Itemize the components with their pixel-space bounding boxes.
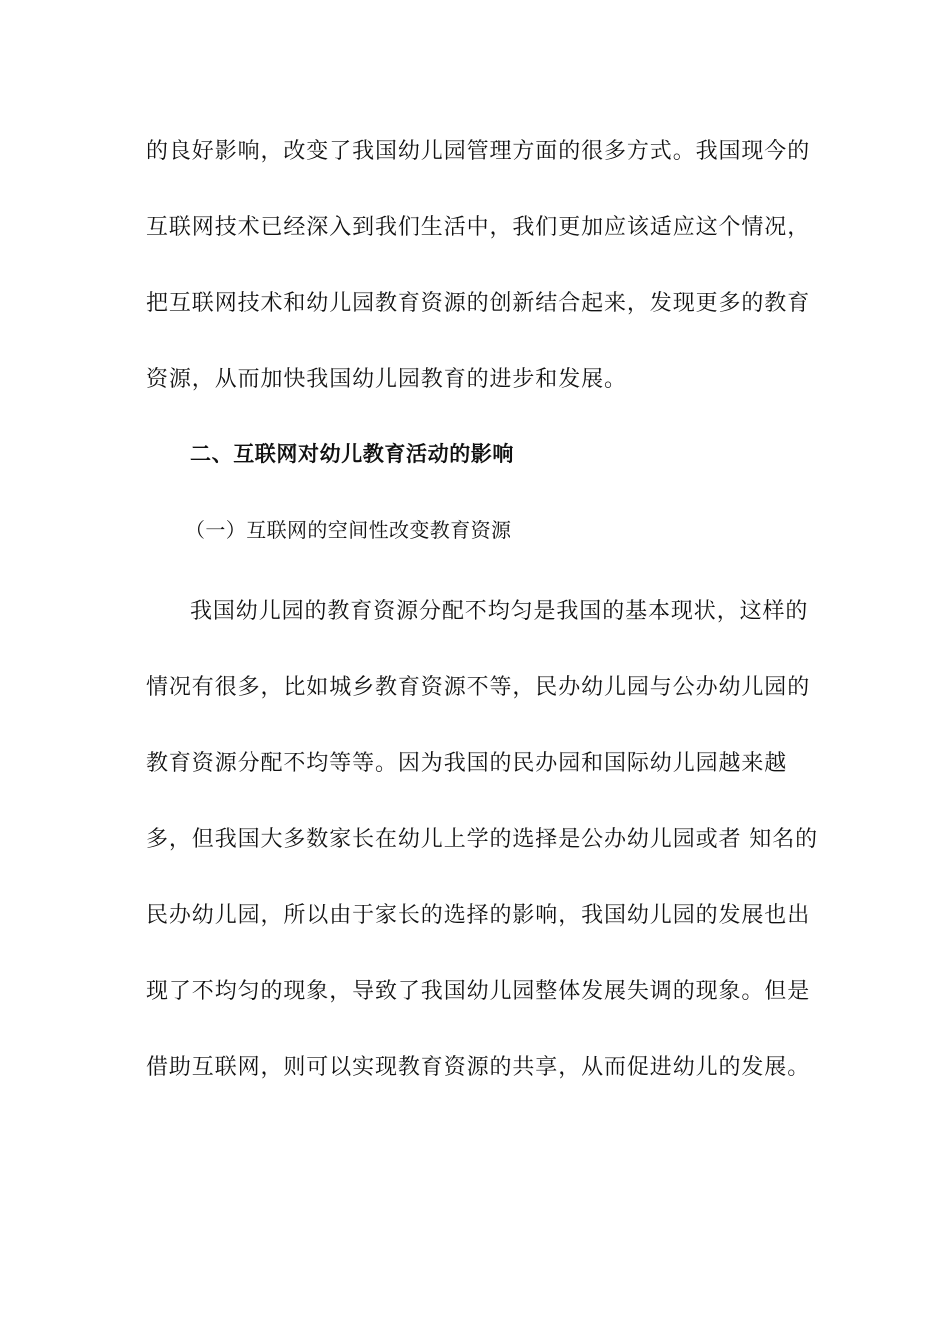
section-heading: 二、互联网对幼儿教育活动的影响 [190, 442, 514, 466]
paragraph-line: 教育资源分配不均等等。因为我国的民办园和国际幼儿园越来越 [146, 751, 788, 776]
paragraph-line: 把互联网技术和幼儿园教育资源的创新结合起来，发现更多的教育 [146, 291, 811, 316]
paragraph-line: 资源，从而加快我国幼儿园教育的进步和发展。 [146, 367, 627, 392]
paragraph-line: 我国幼儿园的教育资源分配不均匀是我国的基本现状，这样的 [190, 599, 809, 624]
paragraph-line: 情况有很多，比如城乡教育资源不等，民办幼儿园与公办幼儿园的 [146, 675, 811, 700]
paragraph-line: 现了不均匀的现象，导致了我国幼儿园整体发展失调的现象。但是 [146, 979, 811, 1004]
paragraph-line: 民办幼儿园，所以由于家长的选择的影响，我国幼儿园的发展也出 [146, 903, 811, 928]
subsection-heading: （一）互联网的空间性改变教育资源 [185, 518, 512, 542]
paragraph-line: 借助互联网，则可以实现教育资源的共享，从而促进幼儿的发展。 [146, 1055, 811, 1080]
paragraph-line: 的良好影响，改变了我国幼儿园管理方面的很多方式。我国现今的 [146, 139, 811, 164]
paragraph-line: 互联网技术已经深入到我们生活中，我们更加应该适应这个情况， [146, 215, 811, 240]
paragraph-line: 多，但我国大多数家长在幼儿上学的选择是公办幼儿园或者 知名的 [146, 827, 818, 852]
